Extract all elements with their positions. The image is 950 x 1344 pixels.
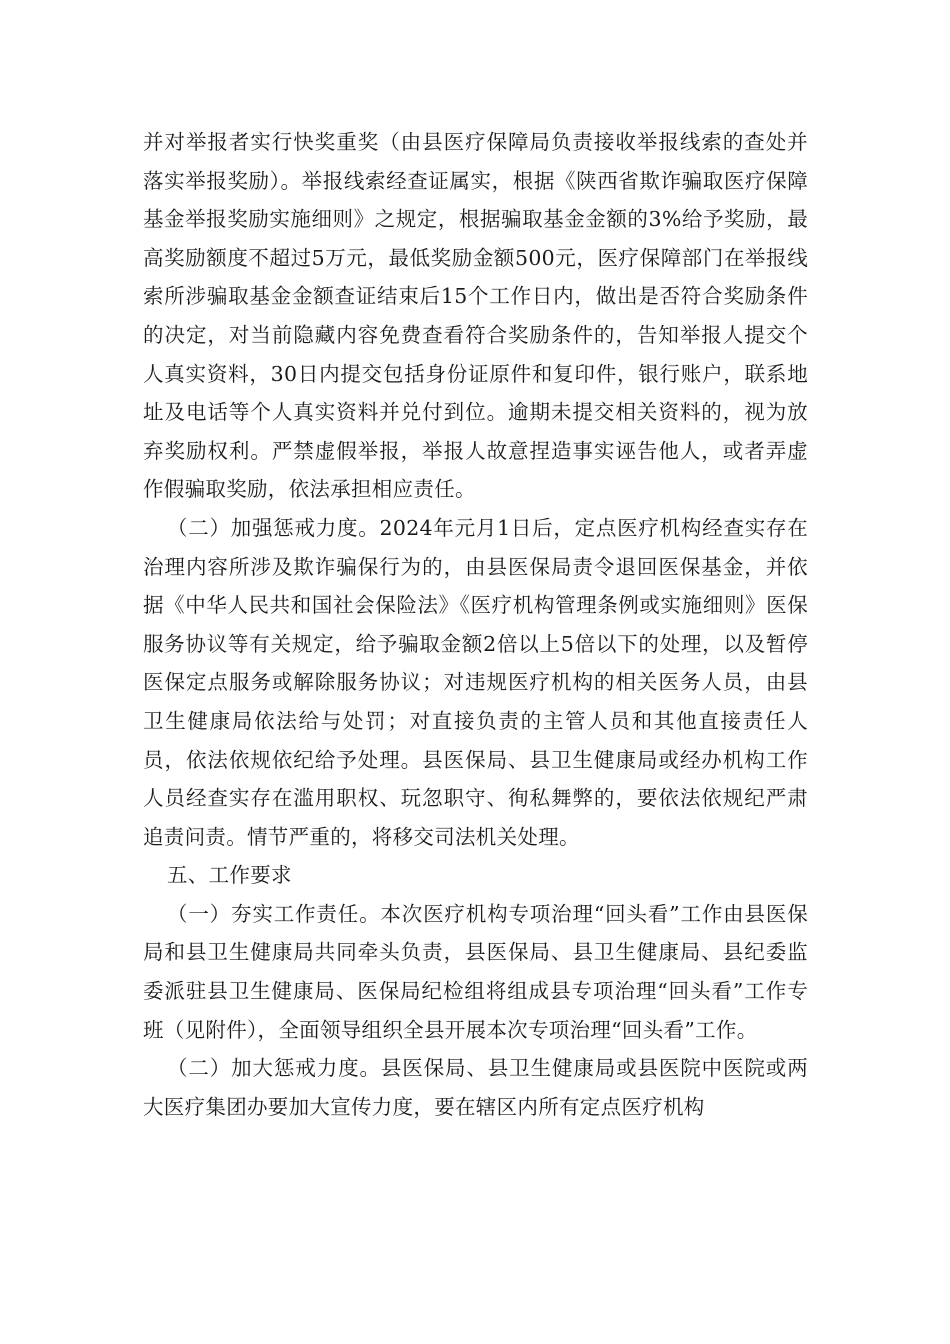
paragraph-strengthen-punishment: （二）加强惩戒力度。2024年元月1日后，定点医疗机构经查实存在治理内容所涉及欺诈骗保行为的，由县医保局责令退回医保基金，并依据《中华人民共和国社会保险法》《医疗机构管理条例或实施细则》医保服务协议等有关规定，给予骗取金额2倍以上5倍以下的处理，以及暂停医保定点服务或解除服务协议；对违规医疗机构的相关医务人员，由县卫生健康局依法给与处罚；对直接负责的主管人员和其他直接责任人员，依法依规依纪给予处理。县医保局、县卫生健康局或经办机构工作人员经查实存在滥用职权、玩忽职守、徇私舞弊的，要依法依规纪严肃追责问责。情节严重的，将移交司法机关处理。 [143, 515, 808, 849]
paragraph-increase-punishment: （二）加大惩戒力度。县医保局、县卫生健康局或县医院中医院或两大医疗集团办要加大宣传力度，要在辖区内所有定点医疗机构 [143, 1056, 808, 1119]
paragraph-reward-rules: 并对举报者实行快奖重奖（由县医疗保障局负责接收举报线索的查处并落实举报奖励）。举报线索经查证属实，根据《陕西省欺诈骗取医疗保障基金举报奖励实施细则》之规定，根据骗取基金金额的3%给予奖励，最高奖励额度不超过5万元，最低奖励金额500元，医疗保障部门在举报线索所涉骗取基金金额查证结束后15个工作日内，做出是否符合奖励条件的决定，对当前隐藏内容免费查看符合奖励条件的，告知举报人提交个人真实资料，30日内提交包括身份证原件和复印件，银行账户，联系地址及电话等个人真实资料并兑付到位。逾期未提交相关资料的，视为放弃奖励权利。严禁虚假举报，举报人故意捏造事实诬告他人，或者弄虚作假骗取奖励，依法承担相应责任。 [143, 130, 808, 502]
document-body [143, 123, 808, 1126]
section-heading-work-requirements: 五、工作要求 [167, 863, 292, 888]
paragraph-work-responsibility: （一）夯实工作责任。本次医疗机构专项治理“回头看”工作由县医保局和县卫生健康局共同牵头负责，县医保局、县卫生健康局、县纪委监委派驻县卫生健康局、医保局纪检组将组成县专项治理“回头看”工作专班（见附件），全面领导组织全县开展本次专项治理“回头看”工作。 [143, 901, 808, 1042]
